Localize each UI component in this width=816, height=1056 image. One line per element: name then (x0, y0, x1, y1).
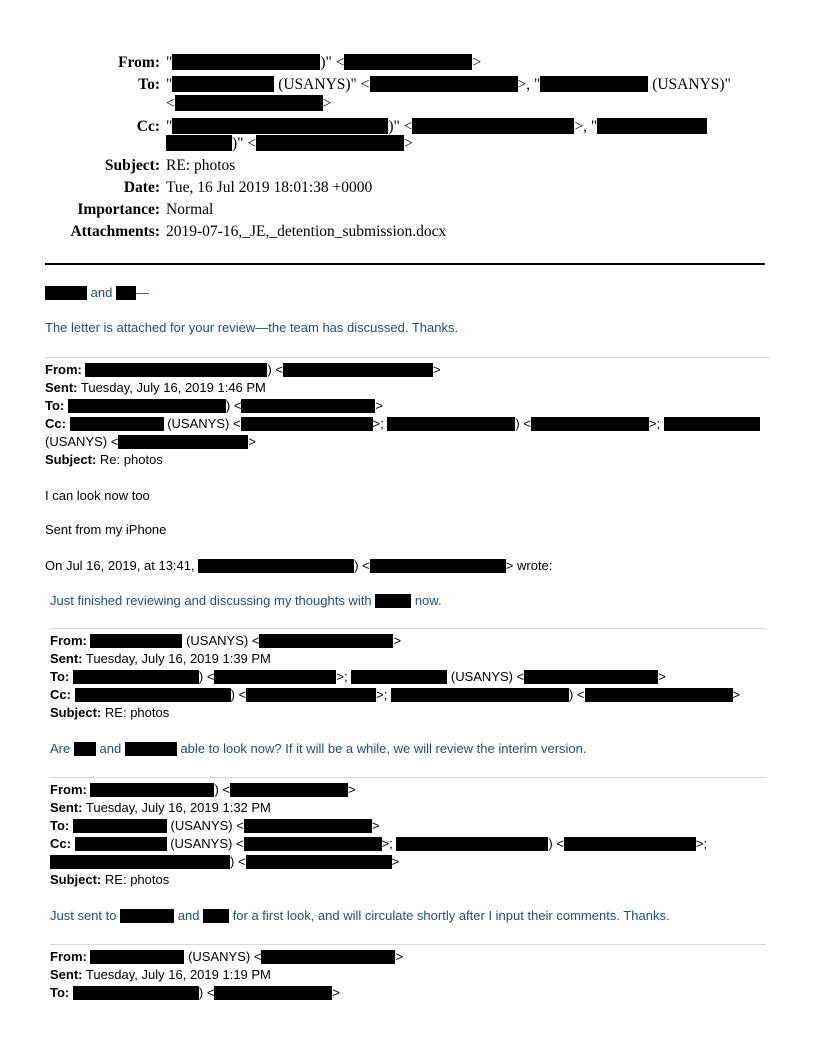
message-separator (50, 944, 766, 945)
redaction (90, 950, 184, 964)
attachments-label: Attachments: (70, 223, 160, 240)
redaction (73, 670, 199, 684)
redaction (241, 399, 375, 413)
org-tag: (USANYS) (652, 76, 725, 93)
redaction (256, 135, 404, 151)
redaction (230, 783, 348, 797)
redaction (246, 688, 376, 702)
msg4-from-row: From: ) < > (50, 782, 356, 797)
msg2-cc-row: Cc: (USANYS) < >; ) < >; (45, 416, 760, 431)
attachment-link[interactable]: 2019-07-16,_JE,_detention_submission.docx (166, 223, 447, 240)
msg2-line1: I can look now too (45, 488, 150, 503)
redaction (375, 594, 411, 608)
redaction (73, 819, 167, 833)
greeting-line: and — (45, 285, 149, 300)
redaction (370, 76, 518, 92)
msg2-on-wrote: On Jul 16, 2019, at 13:41, ) < > wrote: (45, 558, 553, 573)
redaction (396, 837, 548, 851)
msg2-sent-row: Sent: Tuesday, July 16, 2019 1:46 PM (45, 380, 266, 395)
subject-label: Subject: (104, 157, 160, 174)
redaction (85, 363, 267, 377)
redaction (75, 688, 231, 702)
quoted-text: Just finished reviewing and discussing my thoughts with now. (50, 593, 442, 608)
redaction (261, 950, 395, 964)
redaction (125, 742, 177, 756)
redaction (172, 76, 274, 92)
redaction (246, 855, 392, 869)
msg2-cc-row-2: (USANYS) < > (45, 434, 256, 449)
msg3-cc-row: Cc: ) < >; ) < > (50, 687, 741, 702)
redaction (524, 670, 658, 684)
redaction (74, 742, 96, 756)
message-separator (45, 357, 770, 358)
importance-label: Importance: (77, 201, 160, 218)
msg2-to-row: To: ) < > (45, 398, 384, 413)
redaction (391, 688, 569, 702)
redaction (172, 118, 388, 134)
redaction (90, 783, 214, 797)
message-text: The letter is attached for your review—the team has discussed. Thanks. (45, 320, 459, 335)
msg3-to-row: To: ) < >; (USANYS) < > (50, 669, 666, 684)
date-label: Date: (123, 179, 160, 196)
redaction (531, 417, 649, 431)
redaction (50, 855, 230, 869)
from-label: From: (118, 54, 160, 71)
redaction (351, 670, 447, 684)
org-tag: (USANYS) (278, 76, 351, 93)
redaction (540, 76, 648, 92)
redaction (597, 118, 707, 134)
header-divider (45, 263, 765, 265)
msg2-line2: Sent from my iPhone (45, 522, 167, 537)
msg4-sent-row: Sent: Tuesday, July 16, 2019 1:32 PM (50, 800, 271, 815)
redaction (283, 363, 433, 377)
msg5-to-row: To: ) < > (50, 985, 341, 1000)
redaction (116, 286, 136, 300)
msg5-sent-row: Sent: Tuesday, July 16, 2019 1:19 PM (50, 967, 271, 982)
msg3-text: Are and able to look now? If it will be a while, we will review the interim version. (50, 741, 587, 756)
msg3-sent-row: Sent: Tuesday, July 16, 2019 1:39 PM (50, 651, 271, 666)
redaction (387, 417, 515, 431)
redaction (412, 118, 574, 134)
to-label: To: (138, 76, 160, 93)
redaction (585, 688, 733, 702)
msg3-subject-row: Subject: RE: photos (50, 705, 170, 720)
redaction (73, 986, 199, 1000)
msg4-to-row: To: (USANYS) < > (50, 818, 380, 833)
redaction (244, 819, 372, 833)
redaction (564, 837, 696, 851)
date-value: Tue, 16 Jul 2019 18:01:38 +0000 (166, 179, 373, 196)
redaction (172, 54, 320, 70)
message-separator (50, 628, 766, 629)
redaction (344, 54, 472, 70)
redaction (214, 670, 336, 684)
redaction (90, 634, 182, 648)
redaction (664, 417, 760, 431)
redaction (244, 837, 382, 851)
redaction (45, 286, 87, 300)
importance-value: Normal (166, 201, 214, 218)
redaction (120, 909, 174, 923)
redaction (203, 909, 229, 923)
subject-value: RE: photos (166, 157, 236, 174)
msg5-from-row: From: (USANYS) < > (50, 949, 404, 964)
msg2-from-row: From: ) < > (45, 362, 441, 377)
msg2-subject-row: Subject: Re: photos (45, 452, 163, 467)
message-separator (50, 777, 766, 778)
msg4-subject-row: Subject: RE: photos (50, 872, 170, 887)
msg3-from-row: From: (USANYS) < > (50, 633, 402, 648)
redaction (70, 417, 164, 431)
redaction (259, 634, 393, 648)
redaction (68, 399, 226, 413)
msg4-cc-row: Cc: (USANYS) < >; ) < >; (50, 836, 708, 851)
redaction (241, 417, 373, 431)
redaction (198, 559, 354, 573)
redaction (175, 95, 323, 111)
redaction (166, 135, 232, 151)
redaction (370, 559, 506, 573)
msg4-cc-row-2: ) < > (50, 854, 399, 869)
redaction (214, 986, 332, 1000)
redaction (75, 837, 167, 851)
msg4-text: Just sent to and for a first look, and will circulate shortly after I input their comments. Thanks. (50, 908, 670, 923)
redaction (118, 435, 248, 449)
cc-label: Cc: (136, 118, 160, 135)
